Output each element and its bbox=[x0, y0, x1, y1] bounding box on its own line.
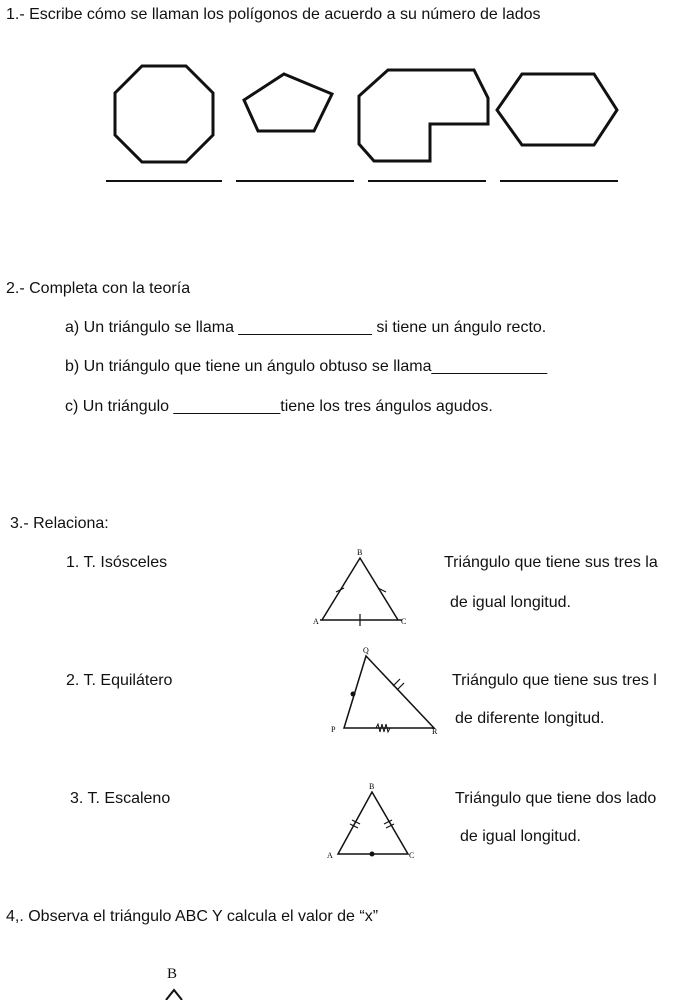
triangle-figure-2 bbox=[326, 646, 442, 738]
answer-line-3[interactable] bbox=[368, 180, 486, 182]
triangle-abc-figure bbox=[160, 986, 200, 1000]
pentagon-shape bbox=[242, 72, 336, 134]
vertex-label: C bbox=[409, 851, 415, 860]
answer-line-2[interactable] bbox=[236, 180, 354, 182]
q2-item-a: a) Un triángulo se llama _______________ si tiene un ángulo recto. bbox=[65, 319, 547, 336]
q1-title: 1.- Escribe cómo se llaman los polígonos de acuerdo a su número de lados bbox=[6, 6, 541, 23]
q3-desc-2-line1: Triángulo que tiene sus tres l bbox=[452, 672, 657, 689]
q3-desc-1-line2: de igual longitud. bbox=[450, 594, 571, 611]
q3-desc-2-line2: de diferente longitud. bbox=[455, 710, 605, 727]
vertex-label-b: B bbox=[167, 966, 178, 982]
q3-term-2: 2. T. Equilátero bbox=[66, 672, 173, 689]
vertex-label: Q bbox=[363, 646, 369, 655]
q3-title: 3.- Relaciona: bbox=[10, 515, 109, 532]
answer-line-1[interactable] bbox=[106, 180, 222, 182]
vertex-label: A bbox=[313, 617, 319, 626]
octagon-shape bbox=[112, 64, 216, 164]
vertex-label: C bbox=[401, 617, 407, 626]
irregular-polygon-shape bbox=[356, 68, 490, 164]
triangle-figure-3 bbox=[322, 782, 422, 862]
q3-desc-3-line1: Triángulo que tiene dos lado bbox=[455, 790, 657, 807]
vertex-label: B bbox=[357, 548, 363, 557]
answer-line-4[interactable] bbox=[500, 180, 618, 182]
hexagon-shape bbox=[494, 72, 620, 148]
vertex-label: R bbox=[432, 727, 438, 736]
vertex-label: A bbox=[327, 851, 333, 860]
q2-item-c: c) Un triángulo ____________tiene los tres ángulos agudos. bbox=[65, 398, 493, 415]
q3-term-3: 3. T. Escaleno bbox=[70, 790, 171, 807]
q3-desc-3-line2: de igual longitud. bbox=[460, 828, 581, 845]
vertex-label: B bbox=[369, 782, 375, 791]
q2-item-b: b) Un triángulo que tiene un ángulo obtuso se llama_____________ bbox=[65, 358, 548, 375]
q3-term-1: 1. T. Isósceles bbox=[66, 554, 168, 571]
q3-desc-1-line1: Triángulo que tiene sus tres la bbox=[444, 554, 658, 571]
triangle-figure-1 bbox=[310, 548, 410, 628]
q4-title: 4,. Observa el triángulo ABC Y calcula el valor de “x” bbox=[6, 908, 379, 925]
q2-title: 2.- Completa con la teoría bbox=[6, 280, 191, 297]
vertex-label: P bbox=[331, 725, 336, 734]
